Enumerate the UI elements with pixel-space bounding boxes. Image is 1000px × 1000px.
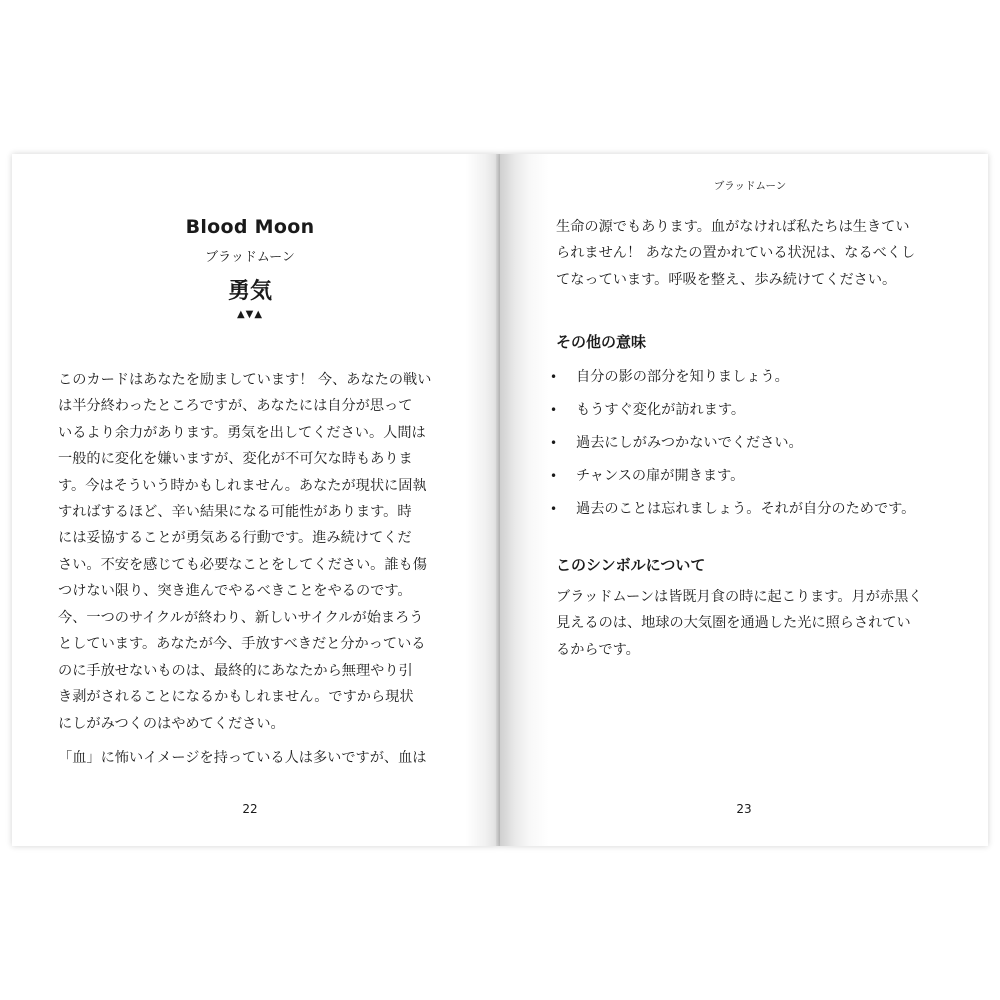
list-item-text: 過去にしがみつかないでください。: [576, 435, 803, 451]
list-item-text: チャンスの扉が開きます。: [576, 468, 745, 484]
other-meanings-list: [550, 366, 915, 531]
text-line: すればするほど、辛い結果になる可能性があります。時: [58, 504, 412, 521]
bullet-icon: •: [550, 502, 558, 516]
text-line: 「血」に怖いイメージを持っている人は多いですが、血は: [58, 750, 427, 766]
text-line: は半分終わったところですが、あなたには自分が思って: [58, 398, 413, 415]
page-number: 23: [736, 802, 752, 816]
card-keyword: 勇気: [227, 279, 272, 304]
paragraph-2: [58, 605, 425, 737]
text-line: には妥協することが勇気ある行動です。進み続けてくだ: [58, 530, 412, 547]
card-title-japanese: ブラッドムーン: [205, 250, 295, 265]
list-item-text: 過去のことは忘れましょう。それが自分のためです。: [576, 501, 916, 517]
paragraph-1: [58, 367, 431, 605]
text-line: つけない限り、突き進んでやるべきことをやるのです。: [58, 583, 412, 600]
bullet-icon: •: [550, 403, 558, 417]
text-line: としています。あなたが今、手放すべきだと分かっている: [58, 636, 426, 653]
running-head: ブラッドムーン: [713, 180, 787, 192]
text-line: てなっています。呼吸を整え、歩み続けてください。: [556, 271, 897, 288]
page-number: 22: [242, 802, 258, 816]
text-line: さい。不安を感じても必要なことをしてください。誰も傷: [58, 556, 427, 573]
symbol-paragraph: [556, 584, 922, 663]
section-heading-other-meanings: その他の意味: [556, 333, 647, 351]
continued-paragraph: [556, 214, 915, 293]
list-item: [550, 366, 915, 399]
text-line: ブラッドムーンは皆既月食の時に起こります。月が赤黒く: [556, 589, 923, 605]
text-line: 生命の源でもあります。血がなければ私たちは生きてい: [556, 219, 910, 235]
list-item: [550, 498, 915, 531]
left-page: [12, 154, 500, 846]
list-item-text: もうすぐ変化が訪れます。: [576, 402, 746, 418]
text-line: き剥がされることになるかもしれません。ですから現状: [58, 689, 414, 706]
card-title-english: Blood Moon: [185, 216, 315, 238]
bullet-icon: •: [550, 370, 558, 384]
section-heading-symbol: このシンボルについて: [556, 556, 706, 574]
text-line: られません！ あなたの置かれている状況は、なるべくし: [556, 245, 916, 262]
text-line: このカードはあなたを励ましています！ 今、あなたの戦い: [58, 372, 432, 388]
bullet-icon: •: [550, 436, 558, 450]
text-line: にしがみつくのはやめてください。: [58, 715, 285, 732]
triangle-symbols-icon: ▲▼▲: [236, 309, 264, 320]
right-page: [500, 154, 988, 846]
text-line: 今、一つのサイクルが終わり、新しいサイクルが始まろう: [58, 610, 424, 626]
text-line: るからです。: [556, 641, 640, 658]
text-line: 一般的に変化を嫌いますが、変化が不可欠な時もありま: [58, 451, 413, 468]
list-item: [550, 465, 915, 498]
list-item: [550, 399, 915, 432]
text-line: のに手放せないものは、最終的にあなたから無理やり引: [58, 662, 413, 679]
text-line: いるより余力があります。勇気を出してください。人間は: [58, 424, 426, 441]
open-book: [12, 154, 988, 846]
text-line: 見えるのは、地球の大気圏を通過した光に照らされてい: [556, 615, 911, 632]
paragraph-3: [58, 745, 426, 771]
bullet-icon: •: [550, 469, 558, 483]
list-item: [550, 432, 915, 465]
text-line: す。今はそういう時かもしれません。あなたが現状に固執: [58, 477, 427, 494]
list-item-text: 自分の影の部分を知りましょう。: [576, 369, 789, 385]
